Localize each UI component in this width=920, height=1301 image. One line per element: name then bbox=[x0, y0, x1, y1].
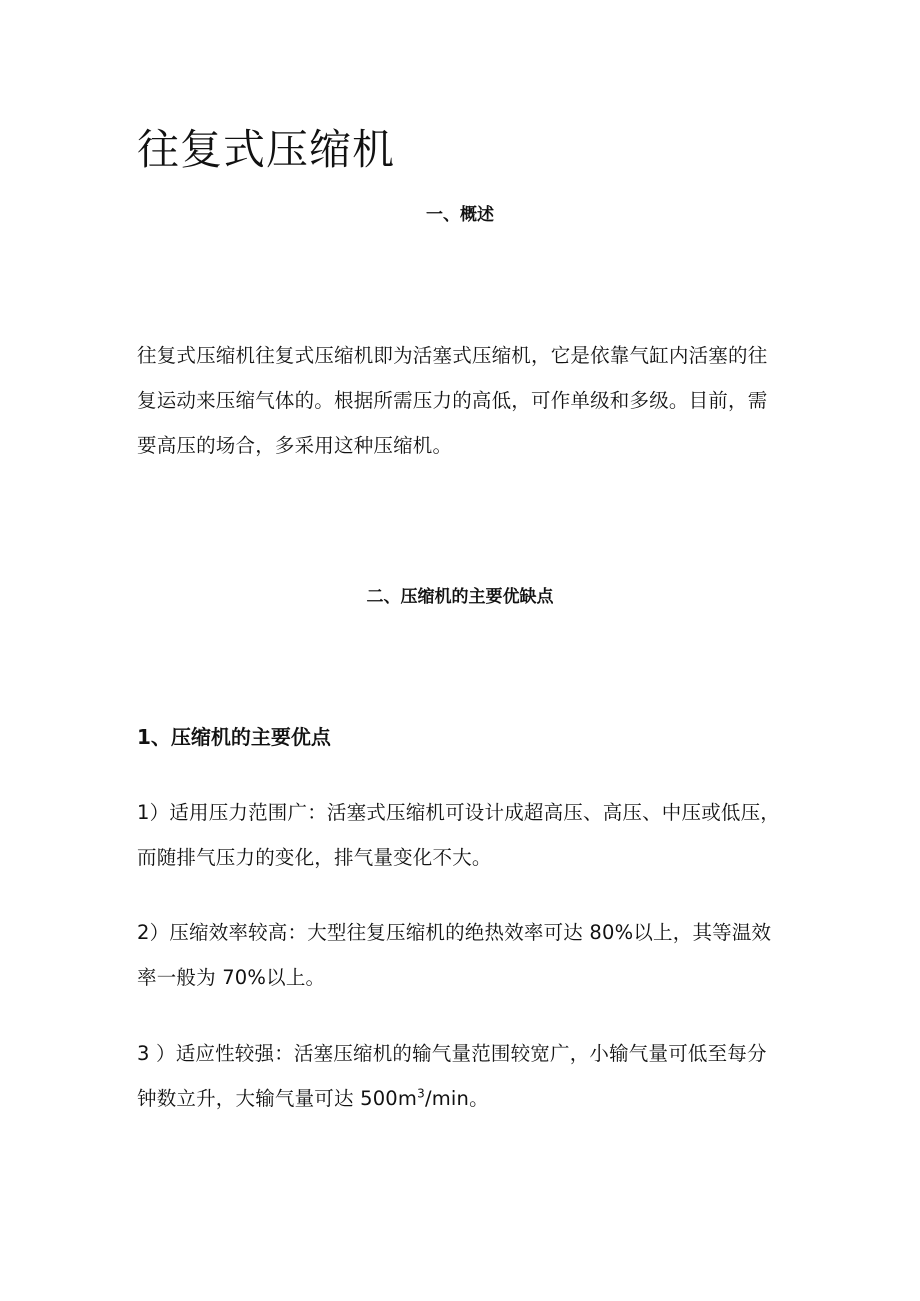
advantage-item-1 bbox=[137, 790, 787, 880]
text-segment: 钟数立升，大输气量可达 500m bbox=[137, 1087, 418, 1110]
paragraph-line: 要高压的场合，多采用这种压缩机。 bbox=[137, 434, 453, 457]
paragraph-line: 3 ）适应性较强：活塞压缩机的输气量范围较宽广，小输气量可低至每分 bbox=[137, 1042, 767, 1065]
advantage-item-3 bbox=[137, 1031, 787, 1121]
superscript: 3 bbox=[417, 1086, 425, 1101]
paragraph-line: 复运动来压缩气体的。根据所需压力的高低，可作单级和多级。目前，需 bbox=[137, 389, 768, 412]
paragraph-line: 2）压缩效率较高：大型往复压缩机的绝热效率可达 80%以上，其等温效 bbox=[137, 921, 772, 944]
advantage-item-2 bbox=[137, 910, 787, 1000]
subheading-main-advantages: 1、压缩机的主要优点 bbox=[137, 725, 331, 749]
paragraph-line bbox=[137, 1076, 787, 1121]
page-title: 往复式压缩机 bbox=[137, 125, 396, 174]
paragraph-line: 往复式压缩机往复式压缩机即为活塞式压缩机，它是依靠气缸内活塞的往 bbox=[137, 344, 768, 367]
paragraph-line: 率一般为 70%以上。 bbox=[137, 966, 326, 989]
paragraph-line: 而随排气压力的变化，排气量变化不大。 bbox=[137, 846, 492, 869]
paragraph-line: 1）适用压力范围广：活塞式压缩机可设计成超高压、高压、中压或低压， bbox=[137, 801, 781, 824]
intro-paragraph bbox=[137, 333, 787, 468]
section-heading-overview: 一、概述 bbox=[426, 205, 494, 225]
section-heading-pros-cons: 二、压缩机的主要优缺点 bbox=[366, 587, 554, 607]
text-segment: /min。 bbox=[424, 1087, 489, 1110]
